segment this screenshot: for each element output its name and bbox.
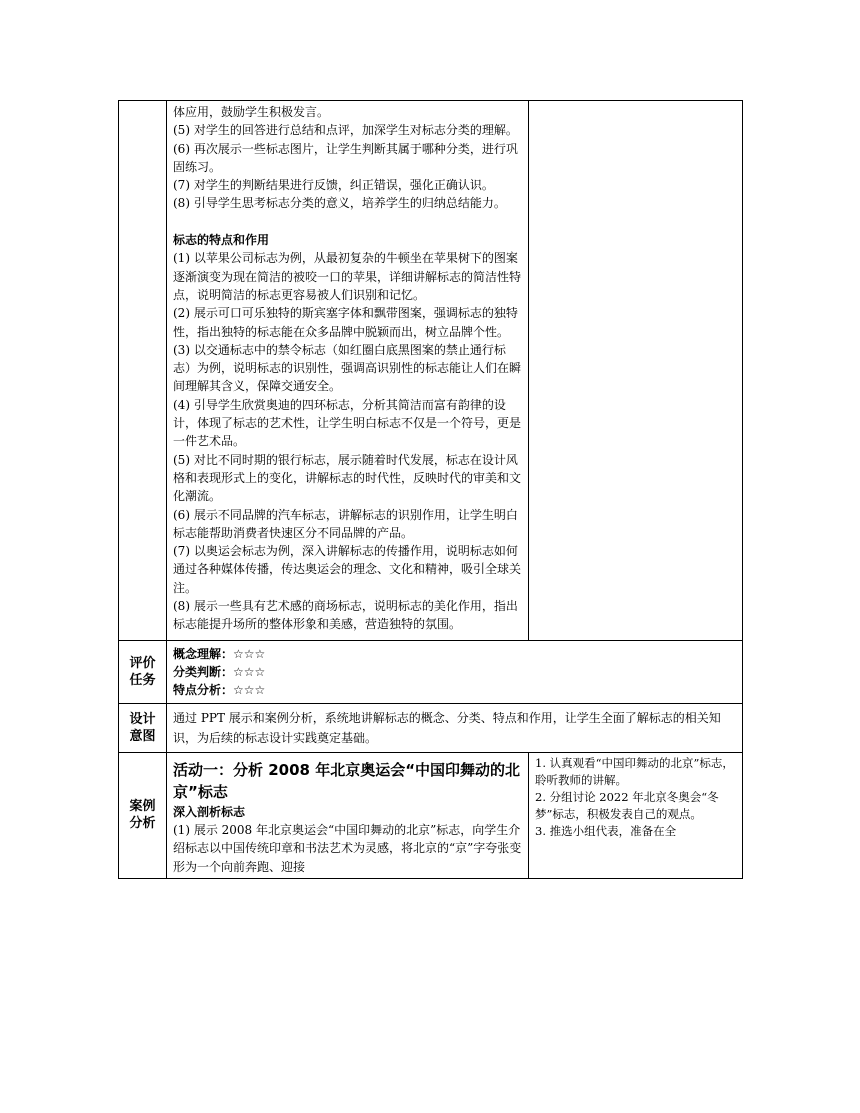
feature-item: (1) 以苹果公司标志为例，从最初复杂的牛顿坐在苹果树下的图案逐渐演变为现在简洁的被咬一口的苹果，详细讲解标志的简洁性特点，说明简洁的标志更容易被人们识别和记忆。 (173, 251, 522, 302)
student-activity-item: 3. 推选小组代表，准备在全 (535, 823, 677, 838)
lesson-plan-table (118, 100, 743, 879)
continued-line: (7) 对学生的判断结果进行反馈，纠正错误，强化正确认识。 (173, 178, 494, 193)
evaluation-row (119, 640, 743, 703)
continued-line: (5) 对学生的回答进行总结和点评，加深学生对标志分类的理解。 (173, 123, 518, 138)
empty-label-cell (119, 101, 167, 641)
feature-item: (3) 以交通标志中的禁令标志（如红圈白底黑图案的禁止通行标志）为例，说明标志的识别性，强调高识别性的标志能让人们在瞬间理解其含义，保障交通安全。 (173, 342, 522, 394)
activity-title: 活动一：分析 2008 年北京奥运会“中国印舞动的北京”标志 (173, 760, 521, 801)
feature-item: (6) 展示不同品牌的汽车标志，讲解标志的识别作用，让学生明白标志能帮助消费者快速区分不同品牌的产品。 (173, 507, 518, 540)
case-teacher-cell (167, 752, 529, 878)
section-title: 标志的特点和作用 (173, 233, 270, 248)
case-analysis-row (119, 752, 743, 878)
case-student-cell (529, 752, 743, 878)
spacer (173, 213, 522, 231)
student-activity-item: 1. 认真观看“中国印舞动的北京”标志，聆听教师的讲解。 (535, 755, 734, 787)
evaluation-item: 概念理解：☆☆☆ (173, 646, 266, 661)
student-activity-item: 2. 分组讨论 2022 年北京冬奥会“冬梦”标志，积极发表自己的观点。 (535, 789, 719, 821)
continued-line: 体应用，鼓励学生积极发言。 (173, 105, 330, 119)
feature-item: (5) 对比不同时期的银行标志，展示随着时代发展，标志在设计风格和表现形式上的变化，讲解标志的时代性，反映时代的审美和文化潮流。 (173, 452, 522, 504)
design-intent-row (119, 703, 743, 752)
feature-item: (8) 展示一些具有艺术感的商场标志，说明标志的美化作用，指出标志能提升场所的整体形象和美感，营造独特的氛围。 (173, 599, 518, 632)
star-rating: ☆☆☆ (233, 646, 266, 661)
design-intent-label: 设计 意图 (119, 703, 167, 752)
feature-item: (4) 引导学生欣赏奥迪的四环标志，分析其简洁而富有韵律的设计，体现了标志的艺术性，让学生明白标志不仅是一个符号，更是一件艺术品。 (173, 397, 522, 449)
teacher-activity-cell (167, 101, 529, 641)
activity-subheading: 深入剖析标志 (173, 804, 246, 819)
feature-item: (2) 展示可口可乐独特的斯宾塞字体和飘带图案，强调标志的独特性，指出独特的标志能在众多品牌中脱颖而出，树立品牌个性。 (173, 306, 518, 339)
continued-line: (8) 引导学生思考标志分类的意义，培养学生的归纳总结能力。 (173, 196, 506, 211)
evaluation-label: 评价 任务 (119, 640, 167, 703)
star-rating: ☆☆☆ (233, 664, 266, 679)
design-intent-content (167, 703, 743, 752)
teaching-process-row (119, 101, 743, 641)
feature-item: (7) 以奥运会标志为例，深入讲解标志的传播作用，说明标志如何通过各种媒体传播，传达奥运会的理念、文化和精神，吸引全球关注。 (173, 544, 522, 595)
evaluation-content (167, 640, 743, 703)
evaluation-item: 分类判断：☆☆☆ (173, 664, 266, 679)
activity-paragraph: (1) 展示 2008 年北京奥运会“中国印舞动的北京”标志，向学生介绍标志以中国传统印章和书法艺术为灵感，将北京的“京”字夸张变形为一个向前奔跑、迎接 (173, 822, 522, 874)
design-intent-text: 通过 PPT 展示和案例分析，系统地讲解标志的概念、分类、特点和作用，让学生全面了解标志的相关知识，为后续的标志设计实践奠定基础。 (173, 710, 721, 745)
evaluation-item: 特点分析：☆☆☆ (173, 682, 266, 697)
student-activity-cell (529, 101, 743, 641)
case-analysis-label: 案例 分析 (119, 752, 167, 878)
star-rating: ☆☆☆ (233, 682, 266, 697)
continued-line: (6) 再次展示一些标志图片，让学生判断其属于哪种分类，进行巩固练习。 (173, 141, 518, 174)
